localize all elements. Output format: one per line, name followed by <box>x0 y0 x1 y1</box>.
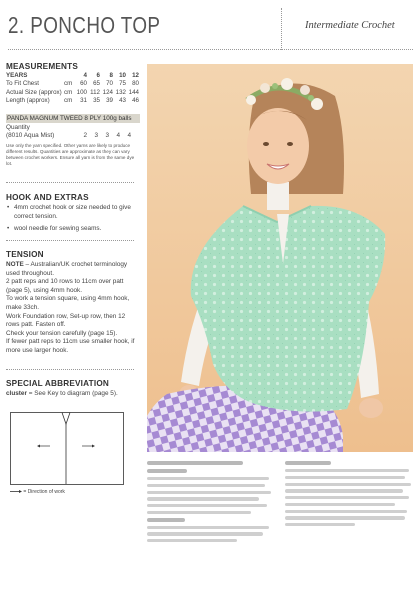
measurement-value: 75 <box>119 80 126 88</box>
quantity-value: 3 <box>94 132 98 139</box>
tension-heading: TENSION <box>6 250 44 259</box>
tension-note: NOTE – Australian/UK crochet terminology used throughout. <box>6 261 128 277</box>
section-divider <box>6 182 134 183</box>
abbreviation-heading: SPECIAL ABBREVIATION <box>6 379 110 388</box>
measurement-value: 10 <box>119 72 126 79</box>
measurement-value: 6 <box>96 72 100 79</box>
arrow-icon <box>10 489 22 494</box>
section-divider <box>6 240 134 241</box>
measurements-heading: MEASUREMENTS <box>6 62 78 71</box>
hooks-item: • 4mm crochet hook or size needed to give correct tension. <box>7 204 131 220</box>
yarn-note: Use only the yarn specified. Other yarns are likely to produce different results. Quantities are approximate as they can vary between crochet workers. Ensure all yarn is from the same dye lot. <box>6 143 135 166</box>
girl-in-poncho-illustration <box>147 64 413 452</box>
measurements-table <box>6 72 141 106</box>
title-vertical-divider <box>281 8 282 50</box>
tension-line: 2 patt reps and 10 rows to 11cm over patt (page 5), using 4mm hook. <box>6 278 124 294</box>
measurement-unit: cm <box>64 88 73 96</box>
measurement-value: 112 <box>90 88 100 96</box>
measurement-value: 46 <box>132 97 139 105</box>
measurement-unit: cm <box>64 80 73 88</box>
measurement-value: 43 <box>119 97 126 105</box>
measurement-value: 100 <box>76 88 87 96</box>
measurement-value: 4 <box>83 72 87 79</box>
model-photo <box>147 64 413 452</box>
instructions-column-2 <box>285 461 413 530</box>
measurement-value: 132 <box>115 88 126 96</box>
quantity-value: 2 <box>83 132 87 139</box>
quantity-values <box>76 132 131 141</box>
tension-line: If fewer patt reps to 11cm use smaller hook, if more use larger hook. <box>6 338 135 354</box>
measurement-value: 60 <box>80 80 87 88</box>
yarn-color-label: (8010 Aqua Mist) <box>6 132 55 139</box>
direction-caption: = Direction of work <box>10 489 65 495</box>
measurement-value: 124 <box>102 88 113 96</box>
measurement-value: 35 <box>93 97 100 105</box>
measurement-row <box>6 80 141 88</box>
quantity-label: Quantity <box>6 124 30 131</box>
measurement-label: To Fit Chest <box>6 80 40 88</box>
measurement-label: Length (approx) <box>6 97 50 105</box>
instructions-column-1 <box>147 461 273 546</box>
tension-block <box>6 261 140 356</box>
section-divider <box>6 369 134 370</box>
quantity-row <box>6 132 142 141</box>
measurement-value: 65 <box>93 80 100 88</box>
tension-line: To work a tension square, using 4mm hook, make 33ch. <box>6 295 130 311</box>
tension-line: Check your tension carefully (page 15). <box>6 329 118 337</box>
abbreviation-text: cluster = See Key to diagram (page 5). <box>6 390 118 397</box>
measurement-value: 8 <box>109 72 113 79</box>
hooks-item: • wool needle for sewing seams. <box>7 225 102 233</box>
garment-diagram <box>10 412 124 485</box>
quantity-value: 3 <box>105 132 109 139</box>
measurement-value: 80 <box>132 80 139 88</box>
measurement-value: 12 <box>132 72 139 79</box>
measurement-row <box>6 72 141 80</box>
measurement-value: 70 <box>106 80 113 88</box>
measurement-row <box>6 97 141 105</box>
measurement-value: 31 <box>80 97 87 105</box>
hooks-list <box>6 204 136 238</box>
measurement-label: Actual Size (approx) <box>6 88 62 96</box>
measurement-label: YEARS <box>6 72 28 79</box>
measurement-value: 144 <box>128 88 139 96</box>
measurement-row <box>6 89 141 97</box>
hooks-heading: HOOK AND EXTRAS <box>6 193 89 202</box>
measurement-unit: cm <box>64 97 73 105</box>
tension-line: Work Foundation row, Set-up row, then 12 rows patt. Fasten off. <box>6 312 126 329</box>
quantity-value: 4 <box>127 132 131 139</box>
level-divider <box>281 49 413 50</box>
skill-level: Intermediate Crochet <box>305 20 395 31</box>
title-divider <box>8 49 281 50</box>
measurement-value: 39 <box>106 97 113 105</box>
measurement-unit <box>64 72 76 80</box>
pattern-title: 2. PONCHO TOP <box>8 12 161 38</box>
yarn-name-bar: PANDA MAGNUM TWEED 8 PLY 100g balls <box>6 114 140 123</box>
quantity-value: 4 <box>116 132 120 139</box>
